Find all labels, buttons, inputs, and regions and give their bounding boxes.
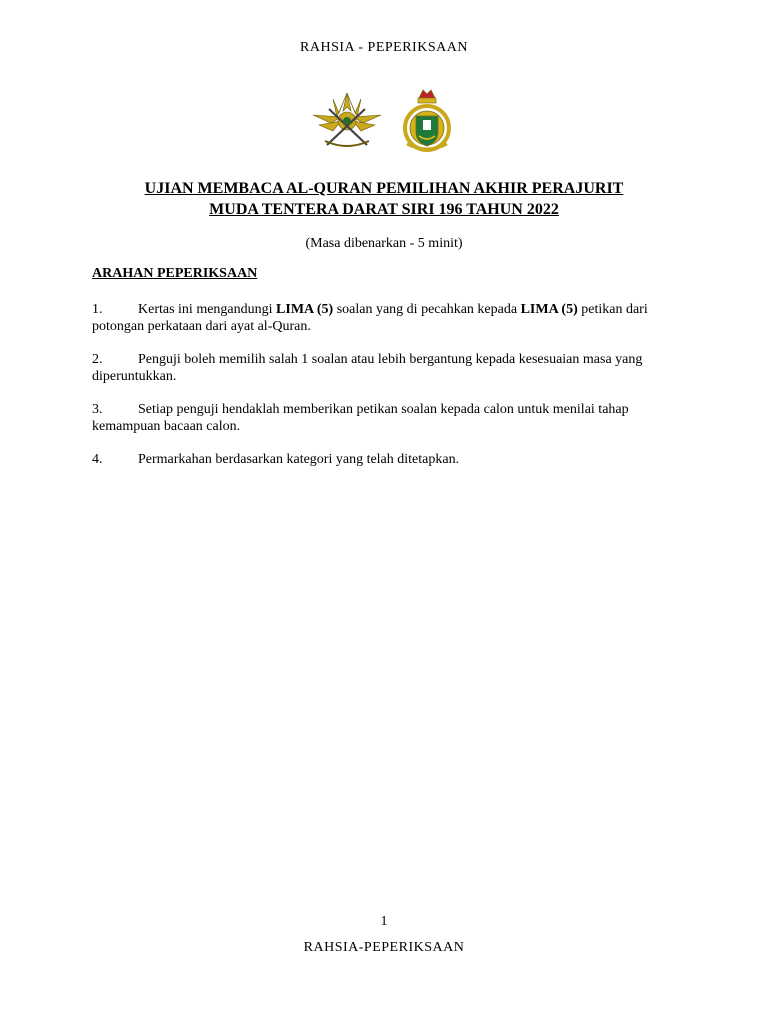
- item-text-part: soalan yang di pecahkan kepada: [333, 302, 521, 317]
- item-text-part: petikan dari potongan perkataan dari ayat al-Quran.: [92, 302, 648, 334]
- item-number: 1.: [92, 302, 103, 317]
- list-item: [92, 301, 680, 335]
- item-bold-text: LIMA (5): [520, 302, 578, 317]
- crests: [0, 88, 768, 154]
- item-text-part: Kertas ini mengandungi: [138, 302, 277, 317]
- list-item: [92, 401, 680, 435]
- list-item: [92, 451, 680, 468]
- header-classification: RAHSIA - PEPERIKSAAN: [300, 40, 468, 55]
- item-text: Penguji boleh memilih salah 1 soalan atau lebih bergantung kepada kesesuaian masa yang diperuntukkan.: [92, 352, 643, 384]
- item-text: Setiap penguji hendaklah memberikan petikan soalan kepada calon untuk menilai tahap kemampuan bacaan calon.: [92, 402, 629, 434]
- page-number: 1: [380, 914, 388, 929]
- footer-classification: RAHSIA-PEPERIKSAAN: [303, 940, 465, 955]
- document-title: [0, 178, 768, 220]
- regiment-crest-icon: [397, 88, 457, 154]
- time-allowed: (Masa dibenarkan - 5 minit): [305, 236, 463, 251]
- title-line-2: MUDA TENTERA DARAT SIRI 196 TAHUN 2022: [209, 201, 559, 218]
- list-item: [92, 351, 680, 385]
- item-number: 2.: [92, 352, 103, 367]
- item-bold-text: LIMA (5): [276, 302, 334, 317]
- army-emblem-icon: [311, 91, 383, 151]
- item-number: 3.: [92, 402, 103, 417]
- item-text: [92, 302, 648, 334]
- title-line-1: UJIAN MEMBACA AL-QURAN PEMILIHAN AKHIR PERAJURIT: [144, 180, 624, 197]
- section-heading: ARAHAN PEPERIKSAAN: [92, 266, 258, 281]
- item-number: 4.: [92, 452, 103, 467]
- instruction-list: [92, 301, 680, 484]
- item-text: Permarkahan berdasarkan kategori yang telah ditetapkan.: [138, 452, 460, 467]
